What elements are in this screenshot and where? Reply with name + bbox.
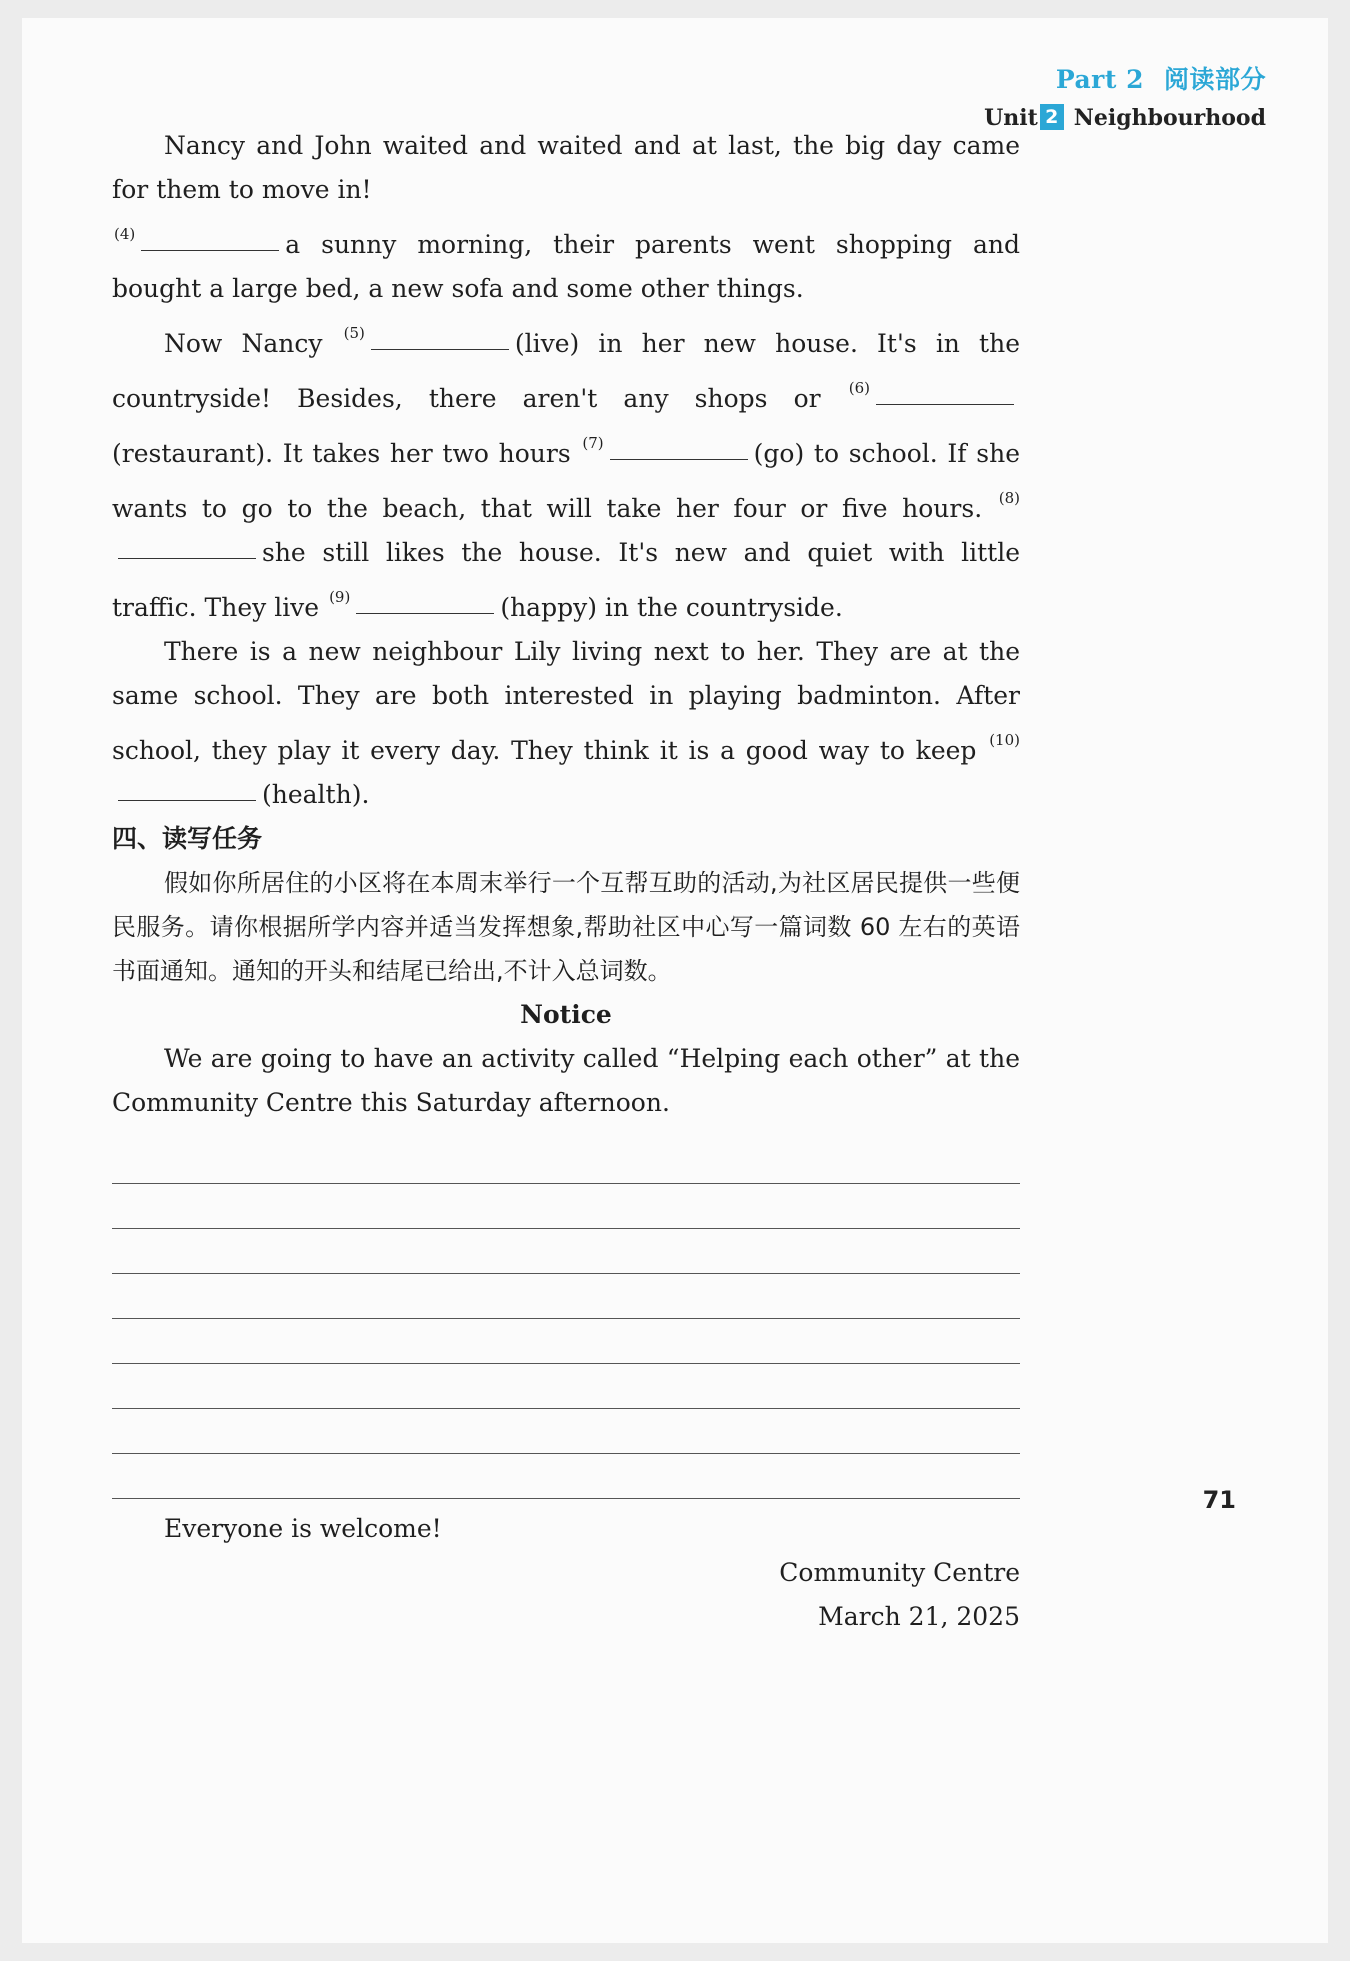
blank-number: (8) [998, 489, 1020, 507]
blank-number: (5) [343, 324, 365, 342]
page-number: 71 [1202, 1486, 1236, 1514]
answer-blank-6[interactable] [876, 403, 1014, 405]
writing-line[interactable] [112, 1364, 1020, 1409]
writing-line[interactable] [112, 1454, 1020, 1499]
writing-line[interactable] [112, 1409, 1020, 1454]
passage-paragraph-2 [112, 311, 1020, 630]
passage-text: Now Nancy [164, 329, 323, 358]
answer-blank-10[interactable] [118, 799, 256, 801]
part-heading [984, 60, 1266, 96]
answer-blank-7[interactable] [610, 458, 748, 460]
unit-label: Unit [984, 105, 1038, 131]
writing-line[interactable] [112, 1184, 1020, 1229]
passage-text: (restaurant). It takes her two hours [112, 439, 571, 468]
workbook-page [22, 18, 1328, 1943]
section-title: 四、读写任务 [112, 824, 263, 853]
writing-line[interactable] [112, 1139, 1020, 1184]
unit-title: Neighbourhood [1073, 105, 1266, 131]
notice-signature: Community Centre [779, 1558, 1020, 1587]
page-header [984, 60, 1266, 131]
part-label: Part 2 [1055, 65, 1144, 94]
writing-area[interactable] [112, 1139, 1020, 1499]
task-instructions: 假如你所居住的小区将在本周末举行一个互帮互助的活动,为社区居民提供一些便民服务。请你根据所学内容并适当发挥想象,帮助社区中心写一篇词数 60 左右的英语书面通知。通知的开头和结尾已给出,不计入总词数。 [112, 869, 1020, 985]
passage-text: (go) to school. If she wants to go to the beach, that will take her four or five hours. [112, 439, 1021, 523]
notice-title: Notice [520, 1000, 612, 1029]
section-label: 阅读部分 [1163, 65, 1266, 94]
answer-blank-9[interactable] [356, 612, 494, 614]
passage-text: (happy) in the countryside. [500, 593, 843, 622]
unit-number-badge: 2 [1040, 104, 1064, 130]
answer-blank-8[interactable] [118, 557, 256, 559]
notice-opening: We are going to have an activity called “Helping each other” at the Community Centre this Saturday afternoon. [112, 1044, 1020, 1117]
passage-text: she still likes the house. It's new and quiet with little traffic. They live [112, 538, 1020, 622]
passage-text: (live) in her new house. It's in the countryside! Besides, there aren't any shops or [112, 329, 1020, 413]
passage-paragraph-1 [112, 124, 1020, 311]
passage-text: (health). [262, 780, 370, 809]
blank-number: (4) [114, 225, 136, 243]
blank-number: (10) [989, 731, 1020, 749]
blank-number: (7) [582, 434, 604, 452]
answer-blank-5[interactable] [371, 348, 509, 350]
answer-blank-4[interactable] [141, 249, 279, 251]
notice-closing: Everyone is welcome! [164, 1514, 442, 1543]
notice-date: March 21, 2025 [818, 1602, 1020, 1631]
writing-line[interactable] [112, 1319, 1020, 1364]
passage-text: Nancy and John waited and waited and at last, the big day came for them to move in! [112, 131, 1020, 204]
passage-text: a sunny morning, their parents went shopping and bought a large bed, a new sofa and some other things. [112, 230, 1020, 303]
blank-number: (6) [848, 379, 870, 397]
passage-text: There is a new neighbour Lily living next to her. They are at the same school. They are both interested in playing badminton. After school, they play it every day. They think it is a good way to keep [112, 637, 1020, 765]
unit-heading [984, 104, 1266, 131]
page-content [112, 124, 1020, 1639]
writing-line[interactable] [112, 1229, 1020, 1274]
writing-line[interactable] [112, 1274, 1020, 1319]
passage-paragraph-3 [112, 630, 1020, 817]
blank-number: (9) [329, 588, 351, 606]
